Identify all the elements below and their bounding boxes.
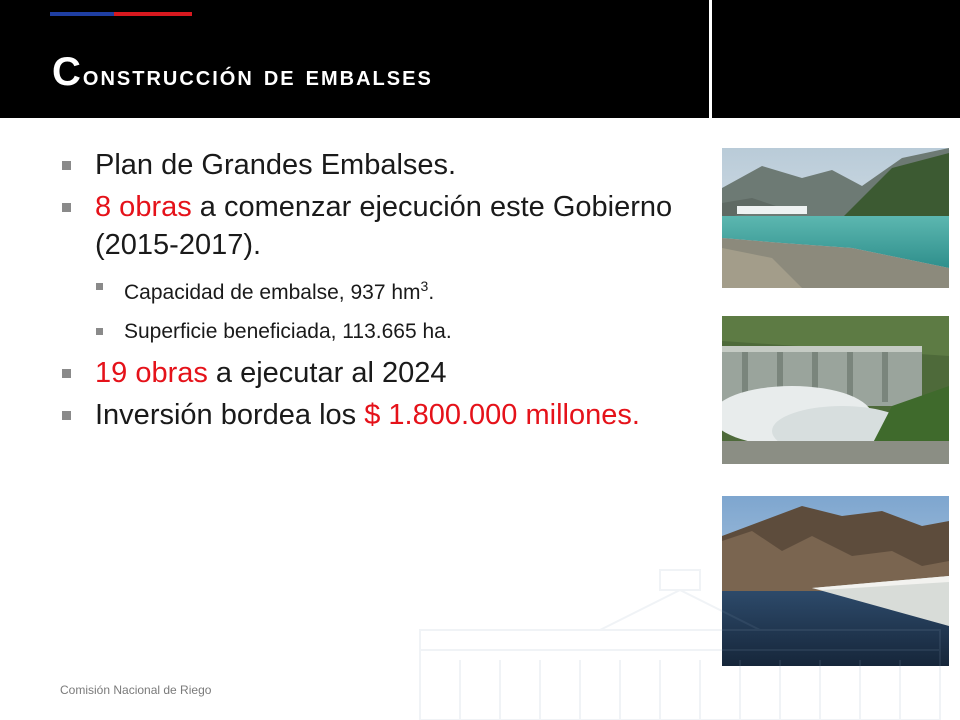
reservoir-lake-photo <box>722 148 949 288</box>
bullet-square-icon <box>62 161 71 170</box>
slide-title <box>52 50 433 95</box>
reservoir-lake-image <box>722 148 949 288</box>
header-divider <box>709 0 712 118</box>
flag-stripe-red <box>114 12 192 16</box>
bullet-text: Plan de Grandes Embalses. <box>95 149 457 181</box>
superscript: 3 <box>420 278 429 294</box>
bullet-item <box>58 146 698 184</box>
bullet-highlight: 19 obras <box>95 357 208 389</box>
palace-watermark-icon <box>400 560 960 720</box>
flag-stripe-blue <box>50 12 114 16</box>
dam-spillway-image <box>722 316 949 464</box>
bullet-text: Inversión bordea los <box>95 399 365 431</box>
sub-bullet-tail: . <box>428 281 435 304</box>
bullet-text: a comenzar ejecución este Gobierno (2015-2017). <box>95 191 673 261</box>
sub-bullet-text: Capacidad de embalse, 937 hm <box>124 281 421 304</box>
bullet-square-icon <box>96 283 103 290</box>
bullet-text: a ejecutar al 2024 <box>207 357 447 389</box>
title-initial: C <box>52 50 83 94</box>
sub-bullet-item <box>58 274 698 305</box>
bullet-item <box>58 354 698 392</box>
sub-bullet-item <box>58 319 698 344</box>
bullet-highlight: $ 1.800.000 millones. <box>364 399 640 431</box>
bullet-item <box>58 396 698 434</box>
title-rest: onstrucción de embalses <box>82 60 433 92</box>
header-bar <box>0 0 960 118</box>
footer-label: Comisión Nacional de Riego <box>60 683 212 697</box>
sub-bullet-text: Superficie beneficiada, 113.665 ha. <box>124 320 452 343</box>
bullet-item <box>58 188 698 264</box>
bullet-highlight: 8 obras <box>95 191 192 223</box>
bullet-square-icon <box>62 203 71 212</box>
bullet-square-icon <box>62 411 71 420</box>
bullet-square-icon <box>96 328 103 335</box>
bullet-list <box>58 146 698 434</box>
dam-spillway-photo <box>722 316 949 464</box>
bullet-square-icon <box>62 369 71 378</box>
